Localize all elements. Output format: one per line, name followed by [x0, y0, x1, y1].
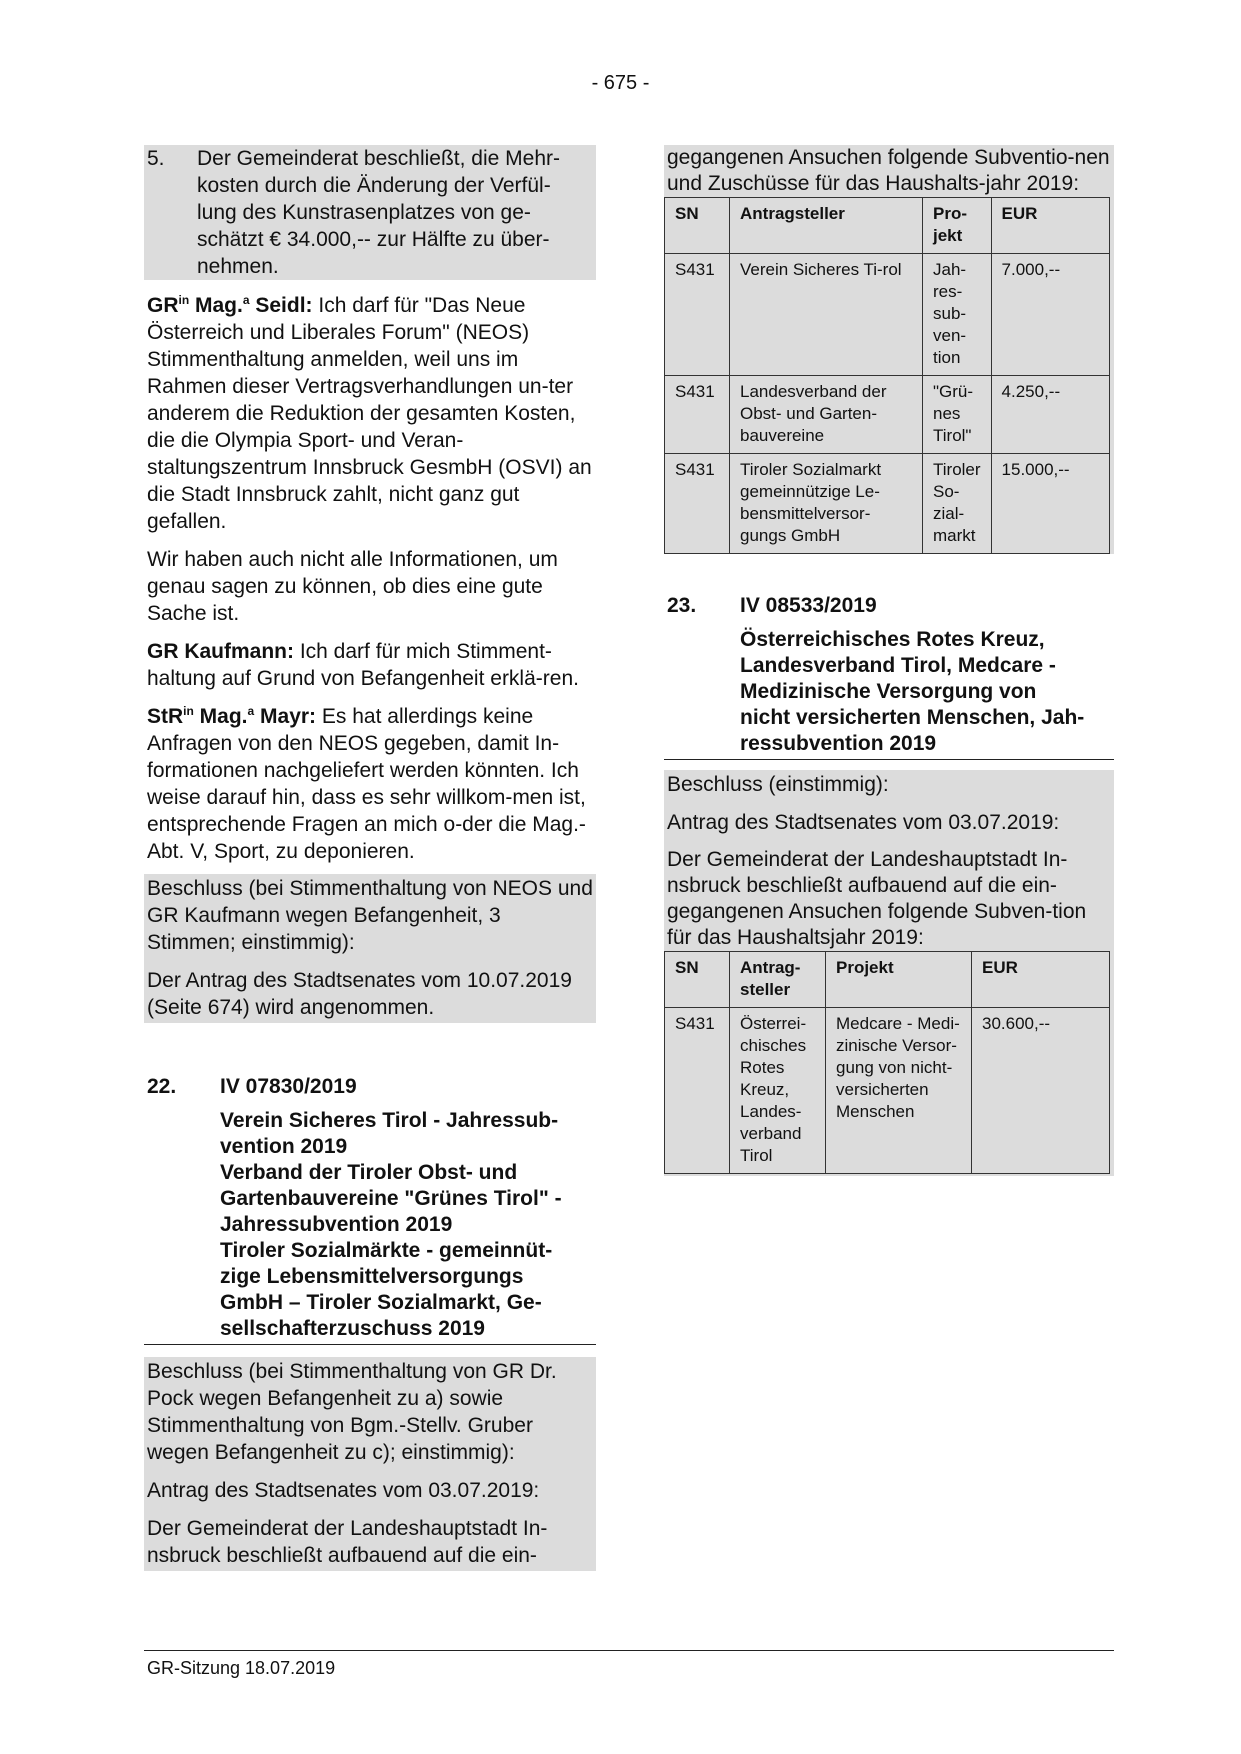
table-header: [665, 198, 1110, 254]
table-cell-applicant: Landesverband der Obst- und Garten-bauvereine: [730, 376, 923, 454]
statement-mayr: [144, 703, 596, 865]
right-column: [664, 145, 1114, 1176]
statement-kaufmann-text: Ich darf für mich Stimment-haltung auf Grund von Befangenheit erklä-ren.: [147, 640, 579, 690]
table-cell-project: Tiroler So-zial-markt: [923, 454, 992, 554]
motion-22: Antrag des Stadtsenates vom 03.07.2019:: [147, 1479, 540, 1502]
table-header-cell: Pro-jekt: [923, 198, 992, 254]
table-row: [665, 1008, 1110, 1174]
statement-seidl-paragraph-2: Wir haben auch nicht alle Informationen, um genau sagen zu können, ob dies eine gute Sache ist.: [147, 548, 558, 625]
speaker-seidl: $GR^{in}$ Mag.$^a$ Seidl:: [147, 293, 313, 317]
footer-session-date: GR-Sitzung 18.07.2019: [147, 1658, 336, 1678]
table-header-cell: Projekt: [826, 952, 972, 1008]
resolution-block-23: [664, 770, 1114, 1176]
table-header-cell: SN: [665, 952, 730, 1008]
resolution-22: Beschluss (bei Stimmenthaltung von GR Dr. Pock wegen Befangenheit zu a) sowie Stimmenthaltung von Bgm.-Stellv. Gruber wegen Befangenheit zu c); einstimmig):: [147, 1360, 557, 1464]
item-23-code: IV 08533/2019: [740, 594, 877, 617]
table-cell-eur: 7.000,--: [991, 254, 1109, 376]
table-header-cell: EUR: [972, 952, 1110, 1008]
table-row: [665, 254, 1110, 376]
item-23-header: [664, 592, 1114, 619]
speaker-mayr: StR$^{in}$ Mag.$^a$ Mayr:: [147, 704, 317, 728]
table-cell-eur: 15.000,--: [991, 454, 1109, 554]
table-header-cell: SN: [665, 198, 730, 254]
table-header: [665, 952, 1110, 1008]
item-22-title: Verein Sicheres Tirol - Jahressub- vention 2019 Verband der Tiroler Obst- und Gartenbauvereine "Grünes Tirol" - Jahressubvention 2019 Tiroler Sozialmärkte - gemeinnüt- zige Lebensmittelversorgungs GmbH – Tiroler Sozialmarkt, Ge- sellschafterzuschuss 2019: [220, 1109, 562, 1340]
table-cell-sn: S431: [665, 454, 730, 554]
item-22-divider: [144, 1344, 596, 1345]
subsidy-table-22: [664, 197, 1110, 554]
table-cell-applicant: Tiroler Sozialmarkt gemeinnützige Le-bensmittelversor-gungs GmbH: [730, 454, 923, 554]
item-5-text: Der Gemeinderat beschließt, die Mehr-kosten durch die Änderung der Verfül-lung des Kunstrasenplatzes von ge-schätzt € 34.000,-- zur Hälfte zu über-nehmen.: [197, 147, 560, 278]
continuation-text: gegangenen Ansuchen folgende Subventio-nen und Zuschüsse für das Haushalts-jahr 2019:: [667, 146, 1110, 195]
table-header-cell: Antrag-steller: [730, 952, 826, 1008]
motion-1: Der Antrag des Stadtsenates vom 10.07.2019 (Seite 674) wird angenommen.: [147, 969, 572, 1019]
item-22-header: [144, 1073, 596, 1100]
item-22-code: IV 07830/2019: [220, 1075, 357, 1098]
item-5-number: 5.: [147, 147, 165, 170]
resolution-23: Beschluss (einstimmig):: [667, 773, 889, 796]
table-cell-applicant: Österrei-chisches Rotes Kreuz, Landes-verband Tirol: [730, 1008, 826, 1174]
table-cell-eur: 4.250,--: [991, 376, 1109, 454]
resolution-block-22: [144, 1357, 596, 1571]
statement-seidl-text: Ich darf für "Das Neue Österreich und Liberales Forum" (NEOS) Stimmenthaltung anmelden, weil uns im Rahmen dieser Vertragsverhandlungen un-ter anderem die Reduktion der gesamten Kosten, die die Olympia Sport- und Veran-staltungszentrum Innsbruck GesmbH (OSVI) an die Stadt Innsbruck zahlt, nicht ganz gut gefallen.: [147, 294, 592, 533]
table-row: [665, 376, 1110, 454]
statement-kaufmann: [144, 638, 596, 692]
table-cell-sn: S431: [665, 1008, 730, 1174]
table-row: [665, 454, 1110, 554]
table-header-cell: EUR: [991, 198, 1109, 254]
item-5: [144, 145, 596, 280]
item-22-number: 22.: [147, 1075, 177, 1098]
statement-mayr-text: Es hat allerdings keine Anfragen von den NEOS gegeben, damit In-formationen nachgeliefert werden könnten. Ich weise darauf hin, dass es sehr willkom-men ist, entsprechende Fragen an mich o-der die Mag.-Abt. V, Sport, zu deponieren.: [147, 705, 586, 863]
item-23-divider: [664, 759, 1114, 760]
continuation-block: [664, 145, 1114, 554]
council-text-22: Der Gemeinderat der Landeshauptstadt In-nsbruck beschließt aufbauend auf die ein-: [147, 1517, 548, 1567]
page-number: - 675 -: [591, 72, 650, 94]
table-cell-eur: 30.600,--: [972, 1008, 1110, 1174]
table-cell-project: Medcare - Medi-zinische Versor-gung von nicht-versicherten Menschen: [826, 1008, 972, 1174]
table-cell-sn: S431: [665, 254, 730, 376]
resolution-1: Beschluss (bei Stimmenthaltung von NEOS und GR Kaufmann wegen Befangenheit, 3 Stimmen; einstimmig):: [147, 877, 593, 954]
subsidy-table-23: [664, 951, 1110, 1174]
table-cell-sn: S431: [665, 376, 730, 454]
table-cell-applicant: Verein Sicheres Ti-rol: [730, 254, 923, 376]
table-header-cell: Antragsteller: [730, 198, 923, 254]
item-23-title: Österreichisches Rotes Kreuz, Landesverband Tirol, Medcare - Medizinische Versorgung von nicht versicherten Menschen, Jah- ressubvention 2019: [740, 628, 1085, 755]
table-cell-project: "Grü-nes Tirol": [923, 376, 992, 454]
resolution-block-1: [144, 874, 596, 1023]
motion-23: Antrag des Stadtsenates vom 03.07.2019:: [667, 811, 1060, 834]
table-cell-project: Jah-res-sub-ven-tion: [923, 254, 992, 376]
item-23-number: 23.: [667, 594, 697, 617]
footer-divider: [144, 1650, 1114, 1651]
council-text-23: Der Gemeinderat der Landeshauptstadt In-nsbruck beschließt aufbauend auf die ein-gegangenen Ansuchen folgende Subven-tion für das Haushaltsjahr 2019:: [667, 848, 1087, 949]
speaker-kaufmann: GR Kaufmann:: [147, 640, 294, 663]
statement-seidl: [144, 292, 596, 535]
left-column: [144, 145, 596, 1571]
